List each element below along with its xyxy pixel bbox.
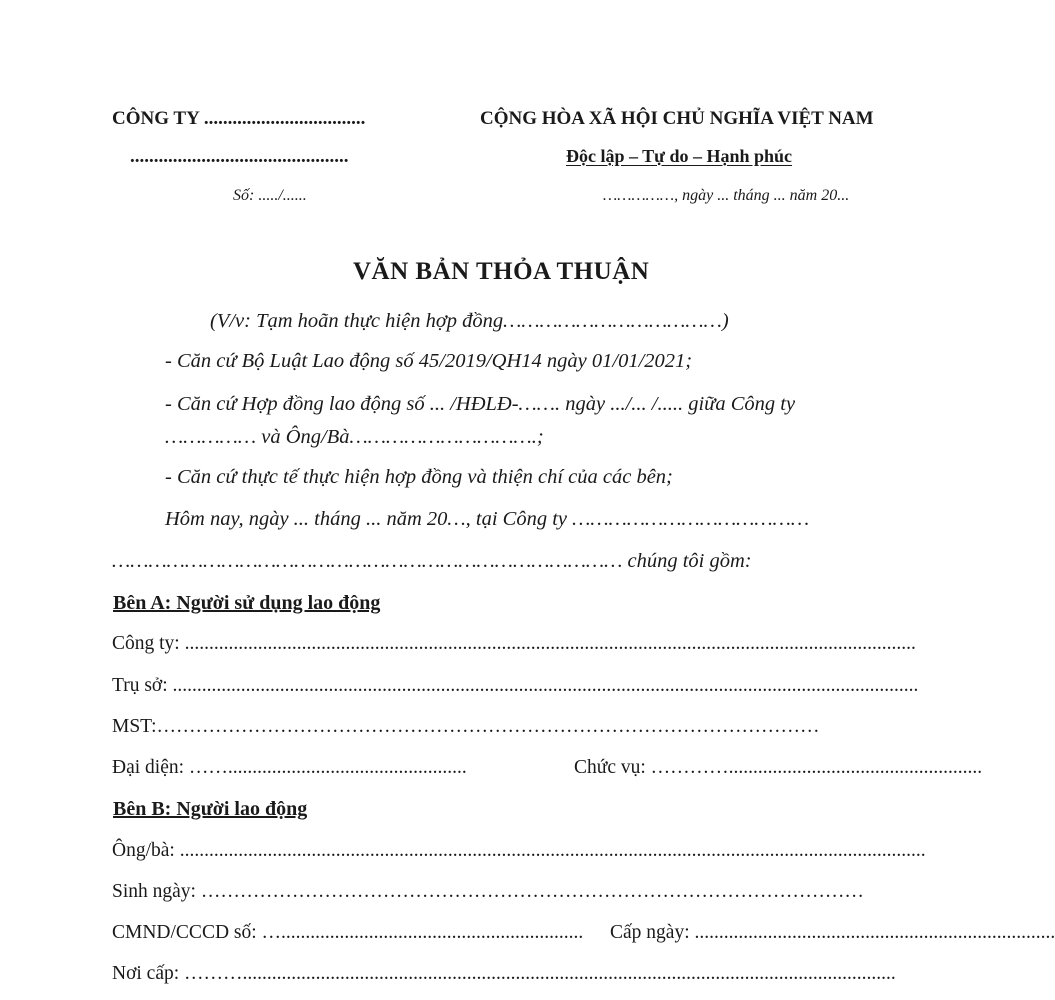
national-motto: Độc lập – Tự do – Hạnh phúc (566, 146, 793, 166)
party-a-heading: Bên A: Người sử dụng lao động (113, 592, 381, 614)
party-b-issue-date: Cấp ngày: .......................................................................... (610, 922, 1055, 943)
date-place: ……………, ngày ... tháng ... năm 20... (603, 187, 850, 204)
legal-basis-2-cont: …………… và Ông/Bà………………………….; (165, 426, 544, 448)
party-b-issue-place: Nơi cấp: ………...................................................................................................................................... (112, 963, 896, 984)
company-name-line-2: .............................................. (130, 146, 349, 167)
national-title: CỘNG HÒA XÃ HỘI CHỦ NGHĨA VIỆT NAM (480, 108, 874, 129)
company-name-line: CÔNG TY .................................. (112, 108, 366, 129)
party-b-heading: Bên B: Người lao động (113, 798, 308, 820)
document-subject: (V/v: Tạm hoãn thực hiện hợp đồng………………………………) (210, 310, 729, 332)
legal-basis-2: - Căn cứ Hợp đồng lao động số ... /HĐLĐ-……. ngày .../... /..... giữa Công ty (165, 393, 796, 415)
party-a-representative: Đại diện: ……................................................. (112, 757, 467, 778)
party-a-position: Chức vụ: ………….................................................... (574, 757, 983, 778)
party-b-birth-date: Sinh ngày: ………………………………………………………………………………………… (112, 881, 864, 902)
party-a-tax-code: MST:………………………………………………………………………………………… (112, 716, 820, 737)
intro-line-1: Hôm nay, ngày ... tháng ... năm 20…, tại Công ty ………………………………… (165, 508, 810, 530)
party-b-id-number: CMND/CCCD số: ….............................................................. (112, 922, 584, 943)
party-b-name: Ông/bà: ......................................................................................................................................................... (112, 840, 926, 861)
party-a-office: Trụ sở: ......................................................................................................................................................... (112, 675, 919, 696)
party-a-company: Công ty: ...................................................................................................................................................... (112, 633, 916, 654)
intro-line-2: ………………………………………………………………………… chúng tôi gồm: (112, 550, 752, 572)
document-title: VĂN BẢN THỎA THUẬN (353, 258, 650, 285)
document-number: Số: ...../...... (233, 187, 307, 204)
legal-basis-3: - Căn cứ thực tế thực hiện hợp đồng và thiện chí của các bên; (165, 466, 673, 488)
legal-basis-1: - Căn cứ Bộ Luật Lao động số 45/2019/QH14 ngày 01/01/2021; (165, 350, 693, 372)
